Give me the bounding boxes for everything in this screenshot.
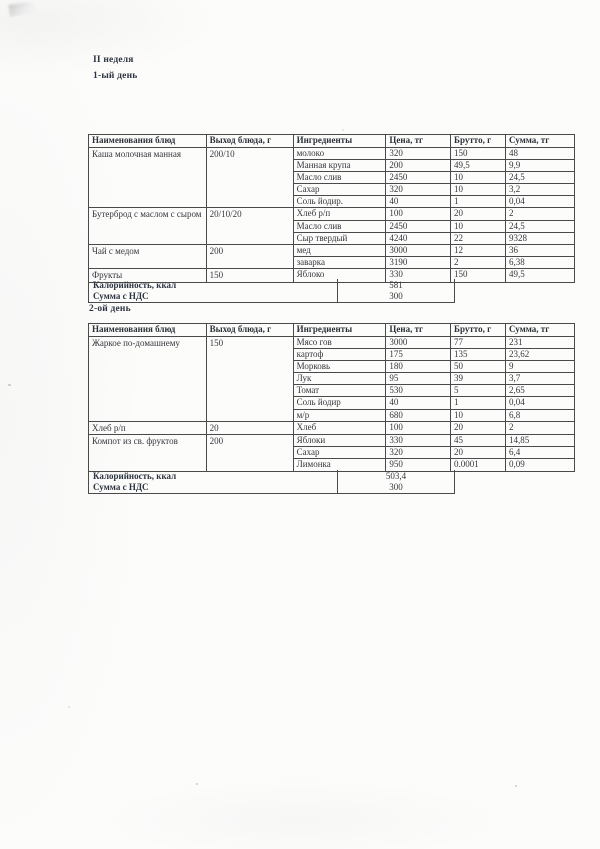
price-cell: 2450 (386, 220, 451, 232)
summary-day2 (88, 470, 455, 494)
table-row (89, 147, 575, 159)
price-cell: 200 (386, 159, 451, 171)
portion-cell: 200/10 (206, 147, 293, 208)
ingredient-cell: Соль йодир (293, 397, 386, 409)
summary-labels (89, 279, 338, 302)
portion-cell: 150 (206, 336, 293, 421)
sum-cell: 36 (505, 245, 574, 257)
column-header-1: Выход блюда, г (206, 135, 293, 148)
brutto-cell: 5 (451, 385, 506, 397)
portion-cell: 200 (206, 245, 293, 269)
summary-values (338, 470, 454, 493)
sum-cell: 3,2 (505, 184, 574, 196)
sum-cell: 24,5 (505, 171, 574, 183)
header-row (89, 135, 575, 148)
portion-cell: 20/10/20 (206, 208, 293, 245)
table-row (89, 421, 575, 434)
price-cell: 3000 (386, 245, 451, 257)
vat-sum-label: Сумма с НДС (93, 481, 149, 492)
price-cell: 3190 (386, 257, 451, 269)
vat-sum-value: 300 (389, 290, 403, 301)
sum-cell: 231 (505, 336, 574, 348)
price-cell: 100 (386, 421, 451, 434)
sum-cell: 6,38 (505, 257, 574, 269)
ingredient-cell: Масло слив (293, 171, 386, 183)
sum-cell: 9 (505, 360, 574, 372)
price-cell: 2450 (386, 171, 451, 183)
sum-cell: 2 (505, 421, 574, 434)
ingredient-cell: Соль йодир. (293, 196, 386, 208)
price-cell: 320 (386, 147, 451, 159)
week-title: II неделя (93, 55, 134, 65)
ingredient-cell: Яблоко (293, 269, 386, 282)
column-header-0: Наименования блюд (89, 135, 207, 148)
ingredient-cell: картоф (293, 348, 386, 360)
ingredient-cell: молоко (293, 147, 386, 159)
scan-speck (196, 783, 198, 785)
portion-cell: 150 (206, 269, 293, 282)
column-header-5: Сумма, тг (505, 324, 574, 337)
brutto-cell: 2 (451, 257, 506, 269)
summary-labels (89, 470, 338, 493)
sum-cell: 0,04 (505, 196, 574, 208)
ingredient-cell: Морковь (293, 360, 386, 372)
brutto-cell: 10 (451, 184, 506, 196)
sum-cell: 0,04 (505, 397, 574, 409)
scan-speck (8, 384, 11, 386)
price-cell: 40 (386, 196, 451, 208)
dish-name-cell: Бутерброд с маслом с сыром (89, 208, 207, 245)
calories-label: Калорийность, ккал (93, 471, 177, 481)
sum-cell: 2 (505, 208, 574, 220)
column-header-3: Цена, тг (386, 324, 451, 337)
sum-cell: 23,62 (505, 348, 574, 360)
column-header-1: Выход блюда, г (206, 324, 293, 337)
ingredient-cell: Масло слив (293, 220, 386, 232)
ingredient-cell: м/р (293, 409, 386, 421)
ingredient-cell: Хлеб р/п (293, 208, 386, 220)
menu-table-day2 (88, 323, 575, 472)
price-cell: 3000 (386, 336, 451, 348)
price-cell: 95 (386, 373, 451, 385)
price-cell: 320 (386, 447, 451, 459)
price-cell: 40 (386, 397, 451, 409)
dish-name-cell: Чай с медом (89, 245, 207, 269)
sum-cell: 48 (505, 147, 574, 159)
sum-cell: 2,65 (505, 385, 574, 397)
brutto-cell: 50 (451, 360, 506, 372)
brutto-cell: 20 (451, 208, 506, 220)
dish-name-cell: Жаркое по-домашнему (89, 336, 207, 421)
sum-cell: 49,5 (505, 269, 574, 282)
price-cell: 950 (386, 459, 451, 471)
summary-values (338, 279, 454, 302)
column-header-5: Сумма, тг (505, 135, 574, 148)
dish-name-cell: Каша молочная манная (89, 147, 207, 208)
sum-cell: 9328 (505, 232, 574, 244)
day2-title: 2-ой день (89, 304, 131, 314)
ingredient-cell: Сахар (293, 184, 386, 196)
calories-value: 503,4 (385, 471, 407, 481)
ingredient-cell: Мясо гов (293, 336, 386, 348)
ingredient-cell: Лимонка (293, 459, 386, 471)
brutto-cell: 1 (451, 196, 506, 208)
table-row (89, 245, 575, 257)
ingredient-cell: Томат (293, 385, 386, 397)
price-cell: 180 (386, 360, 451, 372)
ingredient-cell: заварка (293, 257, 386, 269)
sum-cell: 9,9 (505, 159, 574, 171)
ingredient-cell: Лук (293, 373, 386, 385)
portion-cell: 20 (206, 421, 293, 434)
scan-speck (342, 129, 344, 131)
portion-cell: 200 (206, 435, 293, 472)
brutto-cell: 10 (451, 171, 506, 183)
price-cell: 4240 (386, 232, 451, 244)
brutto-cell: 10 (451, 220, 506, 232)
ingredient-cell: Хлеб (293, 421, 386, 434)
brutto-cell: 39 (451, 373, 506, 385)
brutto-cell: 150 (451, 269, 506, 282)
column-header-3: Цена, тг (386, 135, 451, 148)
sum-cell: 3,7 (505, 373, 574, 385)
ingredient-cell: Яблоки (293, 435, 386, 447)
column-header-0: Наименования блюд (89, 324, 207, 337)
calories-value: 581 (389, 280, 403, 290)
ingredient-cell: Сыр твердый (293, 232, 386, 244)
brutto-cell: 20 (451, 421, 506, 434)
sum-cell: 14,85 (505, 435, 574, 447)
sum-cell: 6,4 (505, 447, 574, 459)
brutto-cell: 49,5 (451, 159, 506, 171)
scan-smudge (8, 1, 35, 17)
ingredient-cell: мед (293, 245, 386, 257)
table-row (89, 435, 575, 447)
menu-table-day1 (88, 134, 575, 283)
dish-name-cell: Фрукты (89, 269, 207, 282)
brutto-cell: 12 (451, 245, 506, 257)
brutto-cell: 10 (451, 409, 506, 421)
brutto-cell: 150 (451, 147, 506, 159)
price-cell: 320 (386, 184, 451, 196)
document-title-block (93, 52, 138, 84)
ingredient-cell: Сахар (293, 447, 386, 459)
summary-day1 (88, 279, 455, 303)
price-cell: 330 (386, 269, 451, 282)
sum-cell: 0,09 (505, 459, 574, 471)
brutto-cell: 20 (451, 447, 506, 459)
column-header-2: Ингредиенты (293, 324, 386, 337)
table-row (89, 336, 575, 348)
scan-speck (515, 785, 517, 787)
price-cell: 100 (386, 208, 451, 220)
day1-title: 1-ый день (93, 71, 138, 81)
column-header-4: Брутто, г (451, 324, 506, 337)
sum-cell: 6,8 (505, 409, 574, 421)
dish-name-cell: Хлеб р/п (89, 421, 207, 434)
header-row (89, 324, 575, 337)
column-header-4: Брутто, г (451, 135, 506, 148)
brutto-cell: 1 (451, 397, 506, 409)
price-cell: 330 (386, 435, 451, 447)
column-header-2: Ингредиенты (293, 135, 386, 148)
table-row (89, 208, 575, 220)
vat-sum-value: 300 (389, 481, 403, 492)
brutto-cell: 135 (451, 348, 506, 360)
calories-label: Калорийность, ккал (93, 280, 177, 290)
scan-speck (68, 706, 70, 708)
vat-sum-label: Сумма с НДС (93, 290, 149, 301)
price-cell: 175 (386, 348, 451, 360)
brutto-cell: 77 (451, 336, 506, 348)
dish-name-cell: Компот из св. фруктов (89, 435, 207, 472)
brutto-cell: 0.0001 (451, 459, 506, 471)
sum-cell: 24,5 (505, 220, 574, 232)
brutto-cell: 22 (451, 232, 506, 244)
ingredient-cell: Манная крупа (293, 159, 386, 171)
price-cell: 680 (386, 409, 451, 421)
price-cell: 530 (386, 385, 451, 397)
brutto-cell: 45 (451, 435, 506, 447)
